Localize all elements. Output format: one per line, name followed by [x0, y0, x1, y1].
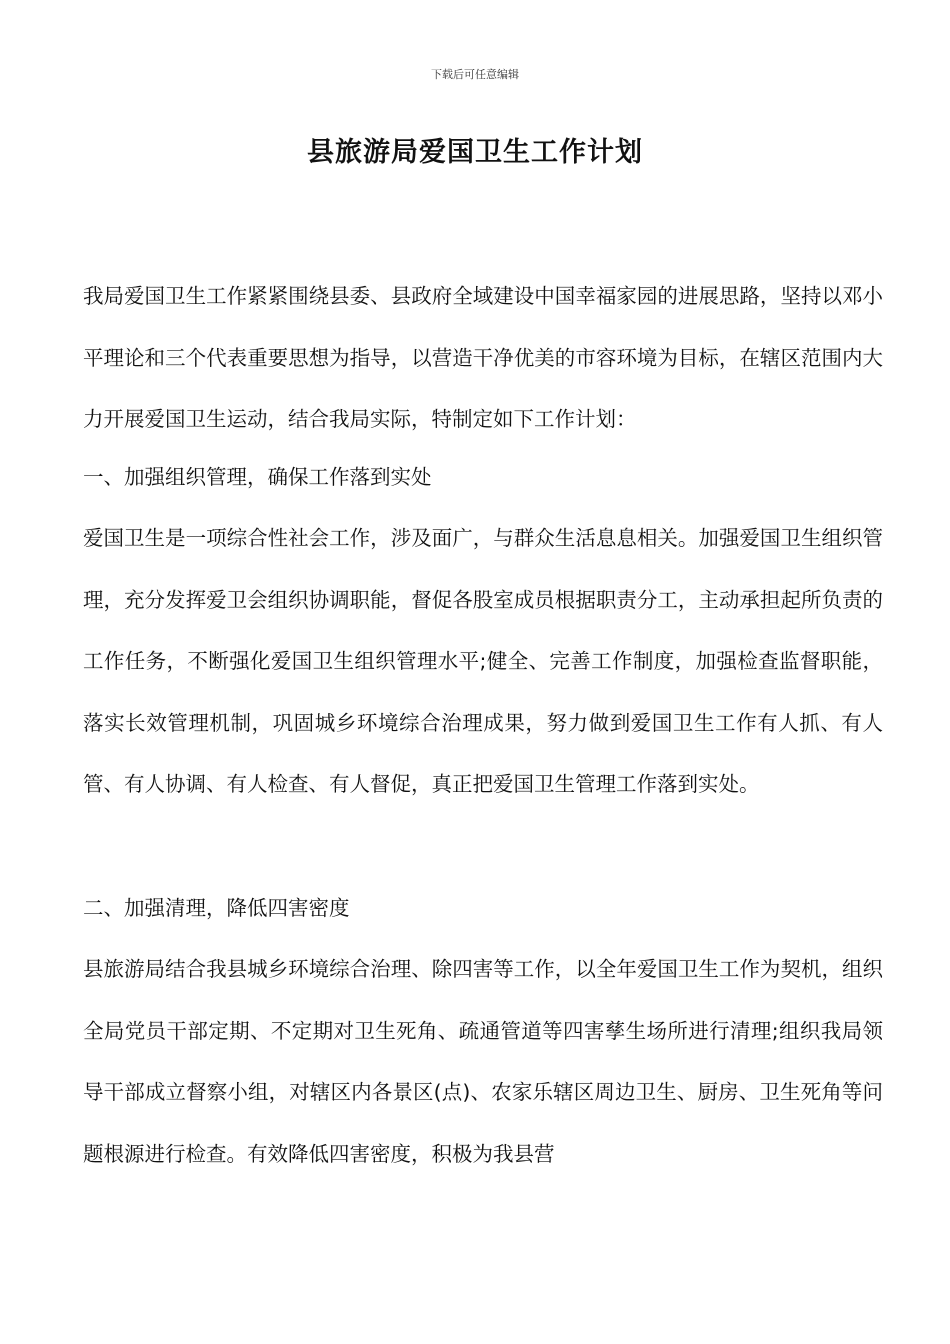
header-note: 下载后可任意编辑: [431, 68, 519, 81]
section-paragraph-1: 爱国卫生是一项综合性社会工作，涉及面广，与群众生活息息相关。加强爱国卫生组织管理，充分发挥爱卫会组织协调职能，督促各股室成员根据职责分工，主动承担起所负责的工作任务，不断强化爱国卫生组织管理水平;健全、完善工作制度，加强检查监督职能，落实长效管理机制，巩固城乡环境综合治理成果，努力做到爱国卫生工作有人抓、有人管、有人协调、有人检查、有人督促，真正把爱国卫生管理工作落到实处。: [83, 526, 883, 796]
section-paragraph-2: 县旅游局结合我县城乡环境综合治理、除四害等工作，以全年爱国卫生工作为契机，组织全局党员干部定期、不定期对卫生死角、疏通管道等四害孳生场所进行清理;组织我局领导干部成立督察小组，对辖区内各景区(点)、农家乐辖区周边卫生、厨房、卫生死角等问题根源进行检查。有效降低四害密度，积极为我县营: [83, 957, 883, 1166]
section-heading-2: 二、加强清理，降低四害密度: [83, 896, 350, 920]
section-heading-1: 一、加强组织管理，确保工作落到实处: [83, 465, 432, 489]
document-title: 县旅游局爱国卫生工作计划: [307, 137, 643, 168]
intro-paragraph: 我局爱国卫生工作紧紧围绕县委、县政府全域建设中国幸福家园的进展思路，坚持以邓小平理论和三个代表重要思想为指导，以营造干净优美的市容环境为目标，在辖区范围内大力开展爱国卫生运动，结合我局实际，特制定如下工作计划：: [83, 284, 883, 431]
